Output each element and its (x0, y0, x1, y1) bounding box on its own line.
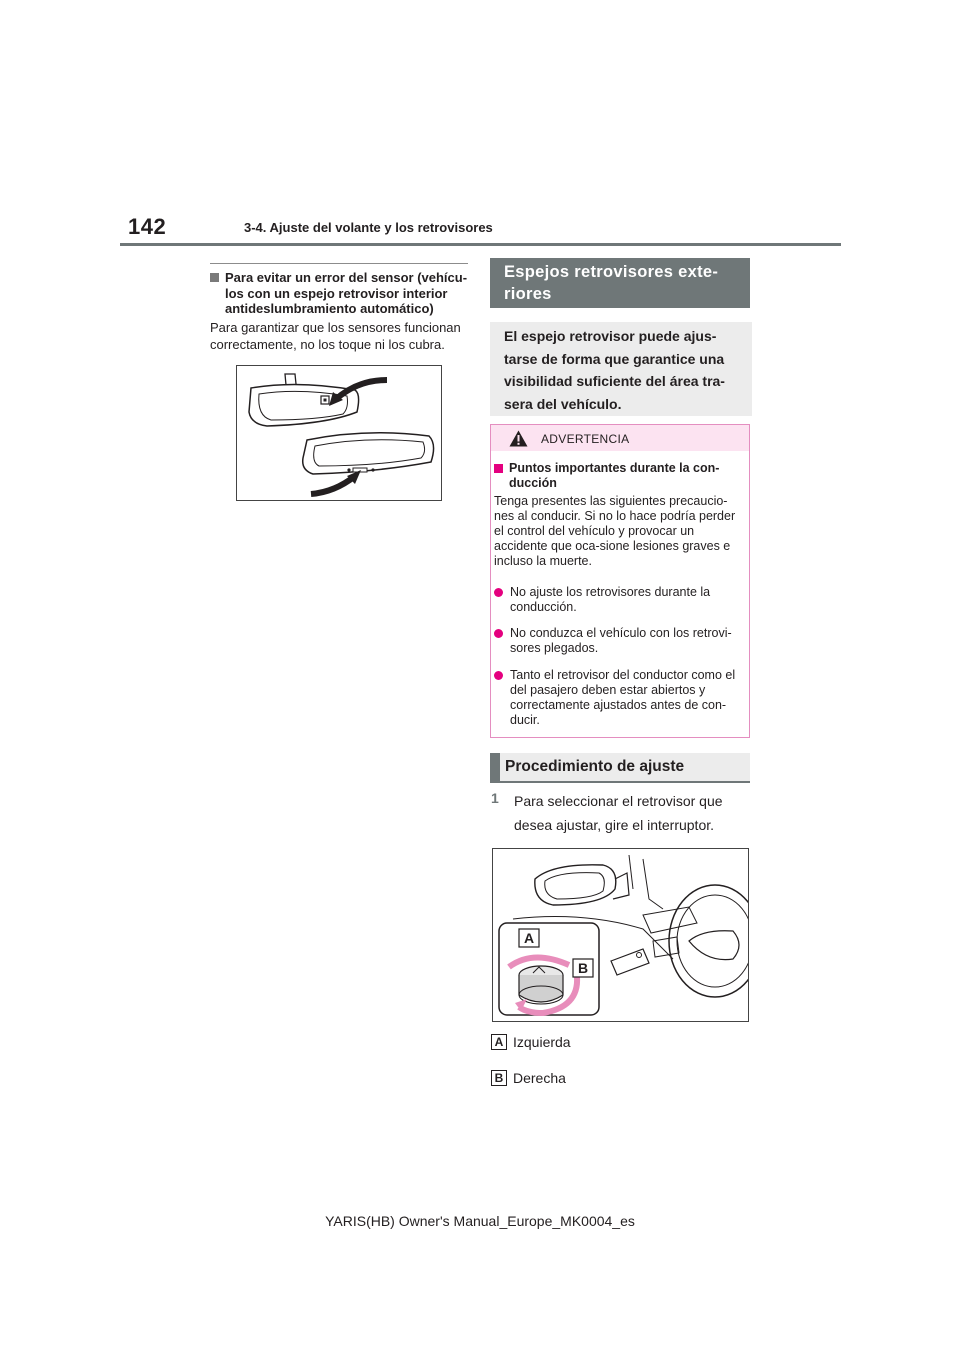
header-rule (120, 243, 841, 246)
mirror-switch-illustration (492, 848, 749, 1022)
section-title: 3-4. Ajuste del volante y los retrovisores (244, 220, 493, 235)
warning-list-item (494, 585, 744, 615)
warning-item-text: No conduzca el vehículo con los retrovi-sores plegados. (510, 626, 732, 655)
subhead-rule (210, 263, 468, 264)
legend-key-a: A (491, 1034, 507, 1050)
figure-label-b: B (577, 960, 589, 976)
warning-paragraph: Tenga presentes las siguientes precaucio-nes al conducir. Si no lo hace podría perder el control del vehículo y provocar un accidente que oca-sione lesiones graves e incluso la muerte. (494, 494, 736, 568)
legend-key-b: B (491, 1070, 507, 1086)
step-number: 1 (491, 790, 499, 806)
bullet-dot-icon (494, 629, 503, 638)
warning-box (490, 424, 750, 738)
page-number: 142 (128, 214, 167, 239)
procedure-banner: Procedimiento de ajuste (490, 753, 750, 783)
bullet-dot-icon (494, 671, 503, 680)
left-subheading (210, 270, 470, 317)
mirror-drawing (237, 366, 441, 500)
warning-header (491, 425, 749, 451)
rearview-mirror-illustration (236, 365, 442, 501)
left-paragraph: Para garantizar que los sensores funcionan correctamente, no los toque ni los cubra. (210, 320, 461, 352)
warning-item-text: Tanto el retrovisor del conductor como el del pasajero deben estar abiertos y correctamente ajustados antes de con-ducir. (510, 668, 736, 727)
warning-triangle-icon (509, 430, 528, 447)
footer-text: YARIS(HB) Owner's Manual_Europe_MK0004_es (325, 1213, 635, 1229)
warning-subheading-text: Puntos importantes durante la con-ducción (509, 461, 720, 490)
warning-subheading (491, 461, 731, 491)
figure-label-a: A (523, 930, 535, 946)
step-text: Para seleccionar el retrovisor que desea ajustar, gire el interruptor. (514, 793, 723, 833)
intro-box: El espejo retrovisor puede ajus-tarse de forma que garantice una visibilidad suficiente del área tra-sera del vehículo. (490, 322, 752, 416)
warning-label: ADVERTENCIA (541, 432, 630, 446)
legend-text-b: Derecha (513, 1070, 566, 1086)
switch-drawing (493, 849, 748, 1021)
section-banner-title: Espejos retrovisores exte-riores (490, 258, 750, 308)
square-bullet-icon (210, 273, 219, 282)
left-subheading-text: Para evitar un error del sensor (vehícu-los con un espejo retrovisor interior antideslumbramiento automático) (225, 270, 468, 316)
bullet-dot-icon (494, 588, 503, 597)
warning-list-item (494, 626, 744, 656)
square-bullet-icon (494, 464, 503, 473)
legend-text-a: Izquierda (513, 1034, 571, 1050)
warning-list-item (494, 668, 744, 728)
warning-item-text: No ajuste los retrovisores durante la conducción. (510, 585, 711, 614)
